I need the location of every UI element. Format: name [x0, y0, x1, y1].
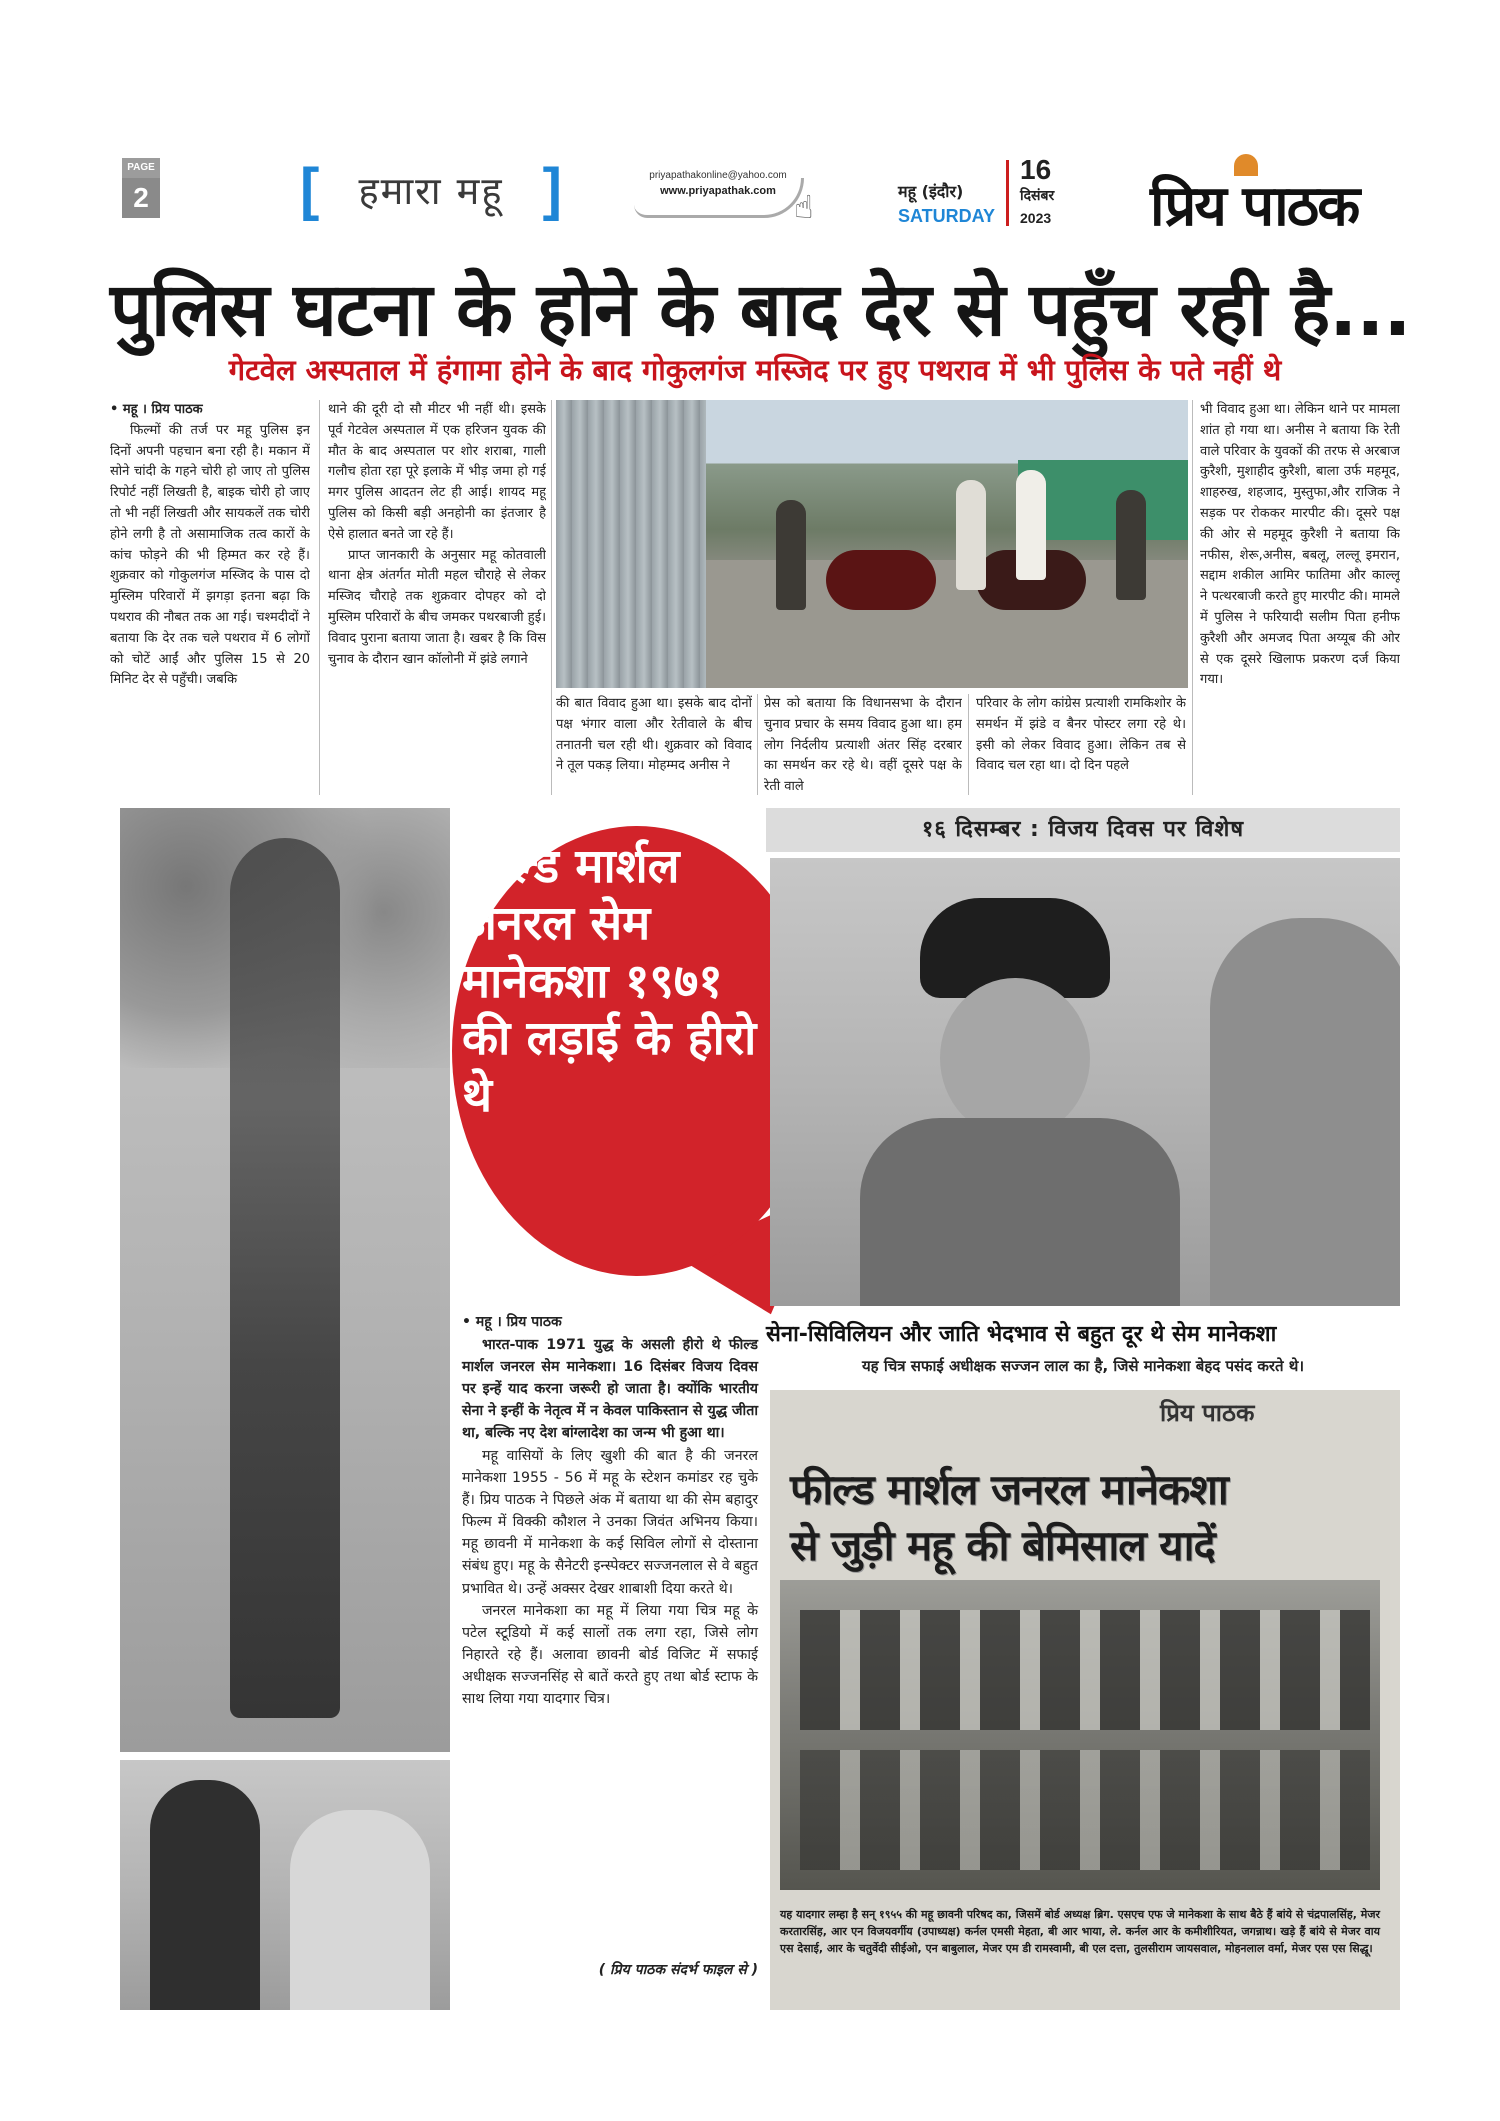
photo-person — [956, 480, 986, 590]
feature-caption-sub: यह चित्र सफाई अधीक्षक सज्जन लाल का है, जिसे मानेकशा बेहद पसंद करते थे। — [861, 1357, 1305, 1375]
story-paragraph: थाने की दूरी दो सौ मीटर भी नहीं थी। इसके पूर्व गेटवेल अस्पताल में एक हरिजन युवक की मौत के बाद अस्पताल पर शोर शराबा, गाली गलौच होता रहा पूरे इलाके में भीड़ जमा हो गई मगर पुलिस आदतन लेट ही आई। शायद महू पुलिस को किसी बड़ी अनहोनी का इंतजार है ऐसे हालात बनते जा रहे हैं। — [328, 402, 546, 542]
newspaper-logo — [1150, 160, 1400, 239]
section-title — [300, 157, 562, 222]
archive-clipping-photo — [770, 1390, 1400, 2010]
photo-wall — [556, 400, 706, 688]
story-column-3 — [556, 694, 752, 800]
photo-officer-uniform — [860, 1118, 1180, 1306]
story-column-4 — [764, 694, 962, 800]
page-label: PAGE — [122, 158, 160, 178]
clipping-caption: यह यादगार लम्हा है सन् १९५५ की महू छावनी परिषद का, जिसमें बोर्ड अध्यक्ष ब्रिग. एसएच एफ जे मानेकशा के साथ बैठे हैं बांये से चंद्रपालसिंह, मेजर करतारसिंह, आर एन विजयवर्गीय (उपाध्यक्ष) कर्नल एमसी मेहता, बी आर भाया, ले. कर्नल आर के कमीशीरियत, जगन्नाथ। खड़े हैं बांये से मेजर वाय एस देसाई, आर के चतुर्वेदी सीईओ, एन बाबुलाल, मेजर एम डी रामस्वामी, बी एल दत्ता, तुलसीराम जायसवाल, मोहनलाल वर्मा, मेजर एस एस सिद्धू। — [780, 1908, 1380, 1956]
photo-second-person — [1210, 918, 1400, 1306]
feature-source-credit: ( प्रिय पाठक संदर्भ फाइल से ) — [598, 1962, 758, 1978]
column-rule — [968, 694, 969, 795]
photo-standing-officer — [230, 838, 340, 1718]
story-column-2 — [328, 400, 546, 800]
clipping-group-photo — [780, 1580, 1380, 1890]
special-feature-tag: १६ दिसम्बर : विजय दिवस पर विशेष — [766, 808, 1400, 852]
column-rule — [319, 400, 320, 795]
photo-officer-face — [940, 978, 1090, 1138]
page-number: 2 — [122, 178, 160, 218]
edition-year: 2023 — [1020, 210, 1052, 226]
main-subheadline: गेटवेल अस्पताल में हंगामा होने के बाद गोकुलगंज मस्जिद पर हुए पथराव में भी पुलिस के पते नहीं थे — [228, 353, 1282, 387]
story-paragraph: प्रेस को बताया कि विधानसभा के दौरान चुनाव प्रचार के समय विवाद हुआ था। हम लोग निर्दलीय प्रत्याशी अंतर सिंह दरबार का समर्थन कर रहे थे। वहीं दूसरे पक्ष के रेती वाले — [764, 696, 962, 795]
photo-person — [776, 500, 806, 610]
swoosh-decoration — [634, 178, 804, 218]
story-paragraph: फिल्मों की तर्ज पर महू पुलिस इन दिनों अपनी पहचान बना रही है। मकान में सोने चांदी के गहने चोरी हो जाए तो पुलिस रिपोर्ट नहीं लिखती है, बाइक चोरी हो जाए तो भी नहीं लिखती और सायकलें तक चोरी होने लगी है तो असामाजिक तत्व कारों के कांच फोड़ने की भी हिम्मत कर रहे हैं। शुक्रवार को गोकुलगंज मस्जिद के पास दो मुस्लिम परिवारों में झगड़ा इतना बढ़ा कि पथराव की नौबत तक आ गई। चश्मदीदों ने बताया कि देर तक चले पथराव में 6 लोगों को चोटें आईं और पुलिस 15 से 20 मिनिट देर से पहुँची। जबकि — [110, 422, 310, 688]
feature-paragraph: जनरल मानेकशा का महू में लिया गया चित्र महू के पटेल स्टूडियो में कई सालों तक लगा रहा, जिसे लोग निहारते रहे हैं। अलावा छावनी बोर्ड विजिट में सफाई अधीक्षक सज्जनसिंह से बातें करते हुए तथा बोर्ड स्टाफ के साथ लिया गया यादगार चित्र। — [462, 1602, 758, 1708]
bracket-close-icon: ] — [542, 157, 562, 222]
story-column-5 — [976, 694, 1186, 800]
edition-place: महू (इंदौर) — [898, 182, 964, 201]
story-paragraph: भी विवाद हुआ था। लेकिन थाने पर मामला शांत हो गया था। अनीस ने बताया कि रेती वाले परिवार के युवकों की तरफ से अरबाज कुरैशी, मुशाहीद कुरैशी, बाला उर्फ महमूद, शाहरुख, शहजाद, मुस्तुफा,और राजिक ने सड़क पर रोककर मारपीट की। दूसरे पक्ष की ओर से महमूद कुरैशी ने बताया कि नफीस, शेरू,अनीस, बबलू, लल्लू इमरान, सद्दाम शकील आमिर फातिमा और काल्लू ने पत्थरबाजी करते हुए मारपीट की। मामले में पुलिस ने फरियादी सलीम पिता हनीफ कुरैशी और अमजद पिता अय्यूब की ओर से एक दूसरे खिलाफ प्रकरण दर्ज किया गया। — [1200, 402, 1400, 688]
photo-civilian — [290, 1810, 430, 2010]
column-rule — [1192, 400, 1193, 795]
manekshaw-photo — [770, 858, 1400, 1306]
quote-bubble-text: फील्ड मार्शल जनरल सेम मानेकशा १९७१ की लड़ाई के हीरो थे — [462, 839, 757, 1124]
feature-paragraph: महू वासियों के लिए खुशी की बात है की जनरल मानेकशा 1955 - 56 में महू के स्टेशन कमांडर रह चुके हैं। प्रिय पाठक ने पिछले अंक में बताया था की सेम बहादुर फिल्म में विक्की कौशल ने उनका जिवंत अभिनय किया। महू छावनी में मानेकशा के कई सिविल लोगों से दोस्ताना संबंध हुए। महू के सैनेटरी इन्स्पेक्टर सज्जनलाल से वे बहुत प्रभावित थे। उन्हें अक्सर देखर शाबाशी दिया करते थे। — [462, 1447, 758, 1597]
pointing-hand-icon: ☝ — [794, 188, 814, 226]
story-byline: • महू । प्रिय पाठक — [110, 402, 203, 417]
page-number-tag — [122, 158, 160, 218]
contact-email[interactable]: priyapathakonline@yahoo.com — [649, 170, 787, 181]
street-scene-photo — [556, 400, 1188, 688]
meeting-photo — [120, 1760, 450, 2010]
column-rule — [757, 694, 758, 795]
edition-weekday: SATURDAY — [898, 206, 996, 226]
general-portrait-photo — [120, 808, 450, 1752]
edition-month: दिसंबर — [1020, 188, 1055, 204]
main-headline: पुलिस घटना के होने के बाद देर से पहुँच रही है... — [110, 267, 1411, 353]
photo-standing-row — [800, 1610, 1370, 1730]
photo-person — [1016, 470, 1046, 580]
date-divider — [1006, 160, 1009, 226]
clipping-logo: प्रिय पाठक — [1160, 1398, 1255, 1427]
story-column-6 — [1200, 400, 1400, 800]
feature-byline: • महू । प्रिय पाठक — [462, 1314, 562, 1330]
clipping-title-line-1: फील्ड मार्शल जनरल मानेकशा — [790, 1465, 1228, 1514]
bracket-open-icon: [ — [300, 157, 320, 222]
feature-lead: भारत-पाक 1971 युद्ध के असली हीरो थे फील्ड मार्शल जनरल सेम मानेकशा। 16 दिसंबर विजय दिवस पर इन्हें याद करना जरूरी हो जाता है। क्योंकि भारतीय सेना ने इन्हीं के नेतृत्व में न केवल पाकिस्तान से युद्ध जीता था, बल्कि नए देश बांग्लादेश का जन्म भी हुआ था। — [462, 1336, 758, 1442]
logo-text: प्रिय पाठक — [1150, 173, 1359, 239]
story-column-1 — [110, 400, 310, 800]
photo-person — [1116, 490, 1146, 600]
photo-seated-row — [800, 1750, 1370, 1870]
contact-block — [628, 170, 808, 220]
clipping-title-line-2: से जुड़ी महू की बेमिसाल यादें — [790, 1521, 1215, 1570]
contact-website[interactable]: www.priyapathak.com — [660, 185, 776, 197]
section-title-text: हमारा महू — [358, 169, 504, 213]
story-paragraph: परिवार के लोग कांग्रेस प्रत्याशी रामकिशोर के समर्थन में झंडे व बैनर पोस्टर लगा रहे थे। इसी को लेकर विवाद हुआ। लेकिन तब से विवाद चल रहा था। दो दिन पहले — [976, 696, 1186, 774]
feature-caption-headline: सेना-सिविलियन और जाति भेदभाव से बहुत दूर थे सेम मानेकशा — [766, 1322, 1277, 1347]
story-paragraph: प्राप्त जानकारी के अनुसार महू कोतवाली थाना क्षेत्र अंतर्गत मोती महल चौराहे से लेकर मस्जिद चौराहे तक शुक्रवार दोपहर को दो मुस्लिम परिवारों के बीच जमकर पथरबाजी हुई। विवाद पुराना बताया जाता है। खबर है कि विस चुनाव के दौरान खान कॉलोनी में झंडे लगाने — [328, 547, 546, 667]
photo-officer — [150, 1780, 260, 2010]
edition-day: 16 — [1020, 154, 1052, 185]
story-paragraph: की बात विवाद हुआ था। इसके बाद दोनों पक्ष भंगार वाला और रेतीवाले के बीच तनातनी चल रही थी। शुक्रवार को विवाद ने तूल पकड़ लिया। मोहम्मद अनीस ने — [556, 696, 752, 774]
feature-article — [462, 1312, 758, 1710]
column-rule — [551, 400, 552, 795]
photo-motorbike — [826, 550, 936, 610]
